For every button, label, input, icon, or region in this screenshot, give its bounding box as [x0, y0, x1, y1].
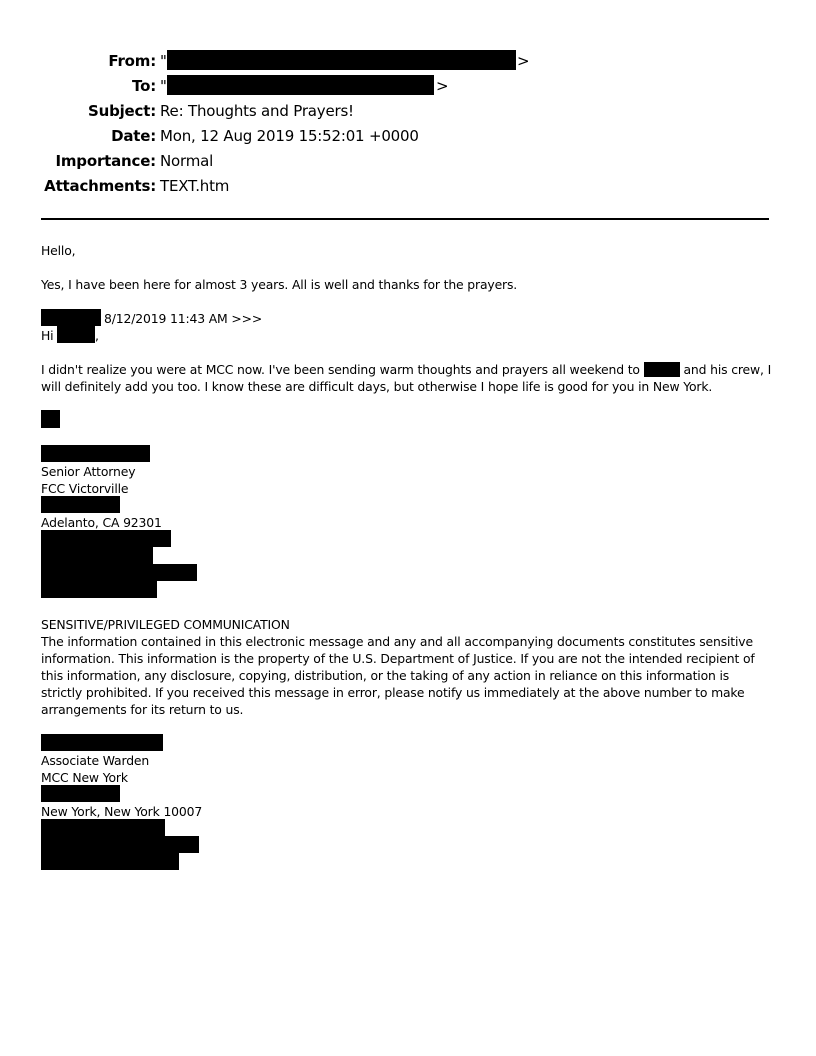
from-suffix: >: [517, 52, 530, 70]
from-prefix: ": [160, 52, 167, 70]
greeting: Hello,: [41, 243, 76, 258]
to-label: To:: [132, 77, 156, 95]
sig2-address-redaction: [41, 785, 120, 802]
attachments-value[interactable]: TEXT.htm: [160, 177, 230, 195]
sig1-phone-redaction: [41, 530, 171, 547]
date-label: Date:: [111, 127, 156, 145]
to-suffix: >: [436, 77, 449, 95]
date-value: Mon, 12 Aug 2019 15:52:01 +0000: [160, 127, 419, 145]
quote-hi-comma: ,: [95, 328, 99, 343]
sig2-fax-redaction: [41, 836, 199, 853]
quote-hi: Hi: [41, 328, 54, 343]
header-divider: [41, 218, 769, 220]
sig2-email-redaction: [41, 853, 179, 870]
sig1-initial-redaction: [41, 410, 60, 428]
sig2-name-redaction: [41, 734, 163, 751]
quote-para-part1: I didn't realize you were at MCC now. I've been sending warm thoughts and prayers all weekend to: [41, 362, 640, 377]
sig1-extra-redaction: [41, 581, 157, 598]
sig1-city: Adelanto, CA 92301: [41, 515, 162, 530]
sig1-email-redaction: [41, 564, 197, 581]
quote-para-part2: and his crew, I will definitely add you too. I know these are difficult days, but otherwise I hope life is good for you in New York.: [41, 362, 772, 394]
subject-label: Subject:: [88, 102, 156, 120]
from-redaction: [167, 50, 516, 70]
importance-value: Normal: [160, 152, 214, 170]
sig1-title: Senior Attorney: [41, 464, 136, 479]
sig2-city: New York, New York 10007: [41, 804, 203, 819]
sig1-address-redaction: [41, 496, 120, 513]
sig1-name-redaction: [41, 445, 150, 462]
sig2-phone-redaction: [41, 819, 165, 836]
sig2-org: MCC New York: [41, 770, 128, 785]
sig1-org: FCC Victorville: [41, 481, 129, 496]
quote-para-redaction: [644, 362, 680, 377]
quote-timestamp: 8/12/2019 11:43 AM >>>: [104, 311, 263, 326]
sig2-title: Associate Warden: [41, 753, 150, 768]
to-redaction: [167, 75, 434, 95]
quote-name-redaction: [57, 326, 95, 343]
quote-paragraph: [41, 361, 776, 395]
notice-text: The information contained in this electronic message and any and all accompanying documents constitutes sensitive information. This information is the property of the U.S. Department of Justice. If you are not the intended recipient of this information, any disclosure, copying, distribution, or the taking of any action in reliance on this information is strictly prohibited. If you received this message in error, please notify us immediately at the above number to make arrangements for its return to us.: [41, 634, 755, 717]
sig1-fax-redaction: [41, 547, 153, 564]
to-prefix: ": [160, 77, 167, 95]
quote-sender-redaction: [41, 309, 101, 326]
notice-heading: SENSITIVE/PRIVILEGED COMMUNICATION: [41, 617, 290, 632]
subject-value: Re: Thoughts and Prayers!: [160, 102, 354, 120]
importance-label: Importance:: [55, 152, 156, 170]
attachments-label: Attachments:: [44, 177, 156, 195]
from-label: From:: [108, 52, 156, 70]
reply-line: Yes, I have been here for almost 3 years. All is well and thanks for the prayers.: [41, 277, 518, 292]
